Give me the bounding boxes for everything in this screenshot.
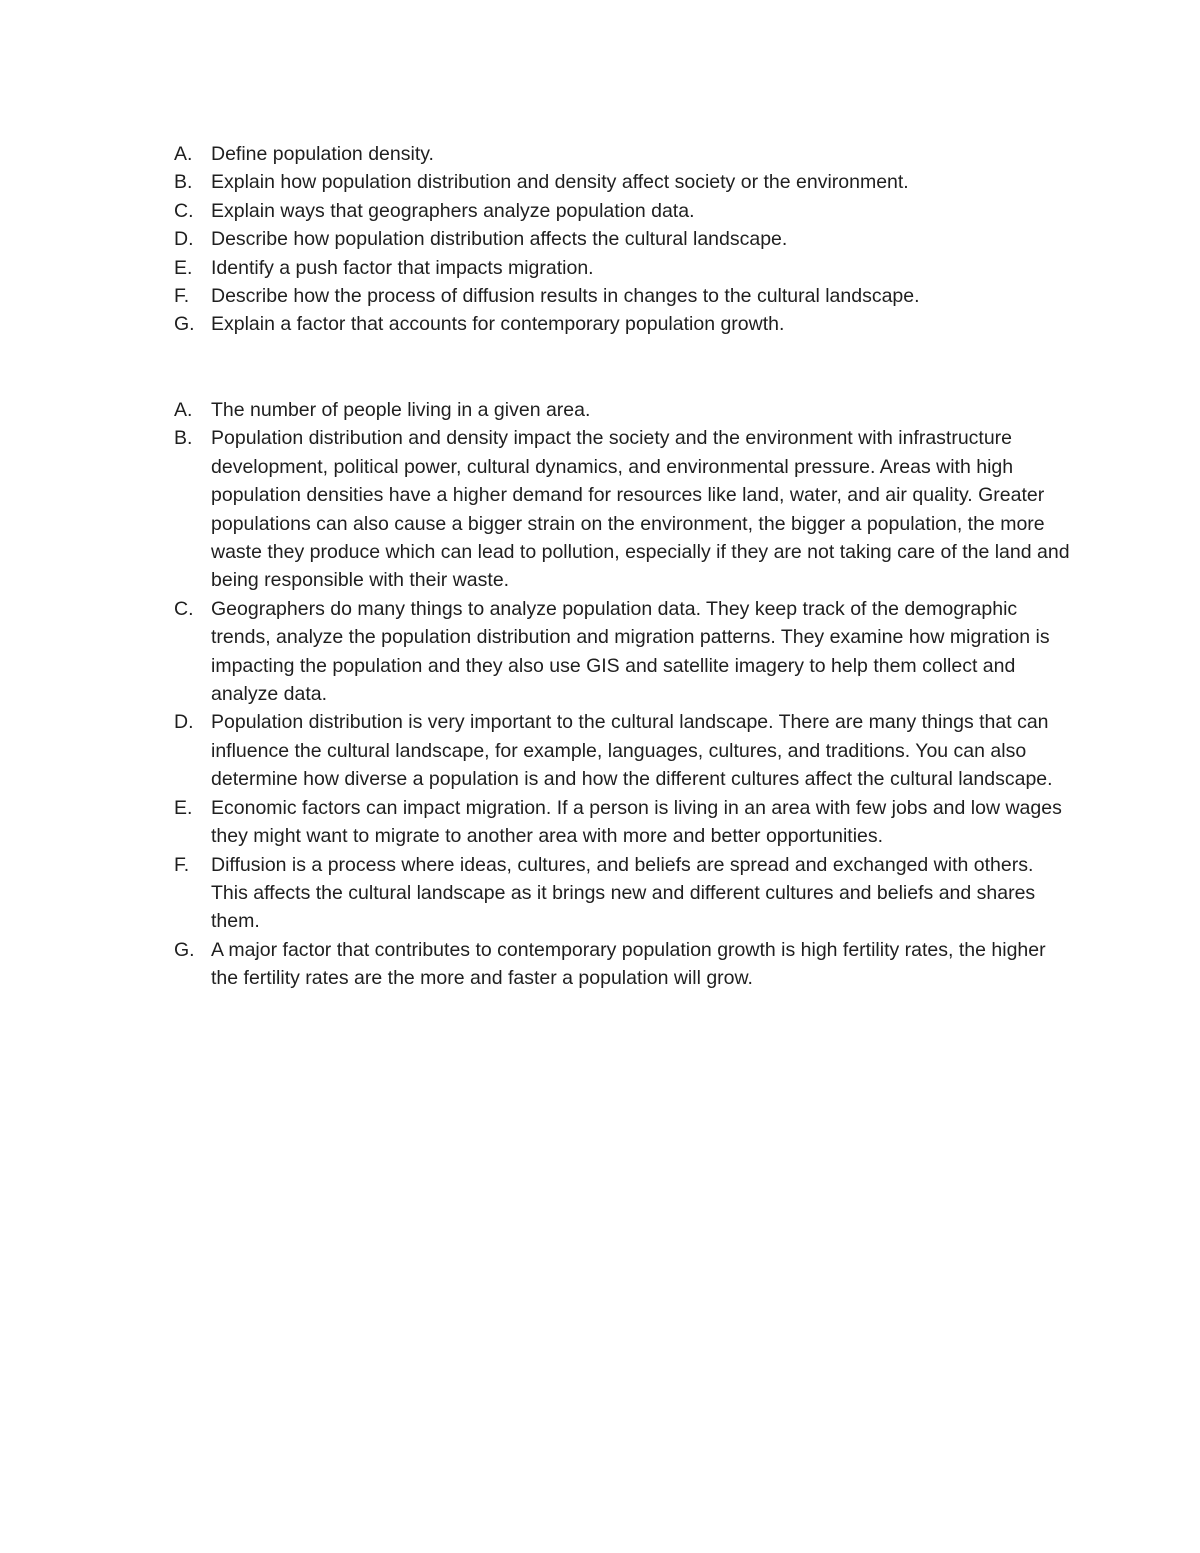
- question-item: [174, 310, 1074, 338]
- answer-text: Population distribution is very important to the cultural landscape. There are many things that can influence the cultural landscape, for example, languages, cultures, and traditions. You can also determine how diverse a population is and how the different cultures affect the cultural landscape.: [211, 711, 1053, 791]
- answer-item: [174, 851, 1074, 936]
- answer-item: [174, 424, 1074, 594]
- answer-item: [174, 794, 1074, 851]
- question-text: Describe how the process of diffusion results in changes to the cultural landscape.: [211, 285, 920, 308]
- answer-text: Population distribution and density impact the society and the environment with infrastructure development, political power, cultural dynamics, and environmental pressure. Areas with high population densities have a higher demand for resources like land, water, and air quality. Greater populations can also cause a bigger strain on the environment, the bigger a population, the more waste they produce which can lead to pollution, especially if they are not taking care of the land and being responsible with their waste.: [211, 427, 1070, 592]
- answer-letter: A.: [174, 399, 193, 421]
- question-text: Define population density.: [211, 143, 434, 165]
- question-item: [174, 225, 1074, 253]
- answer-letter: G.: [174, 938, 195, 961]
- question-text: Explain a factor that accounts for contemporary population growth.: [211, 313, 785, 336]
- answer-letter: F.: [174, 853, 190, 876]
- answer-letter: D.: [174, 711, 194, 734]
- question-letter: A.: [174, 143, 193, 165]
- question-letter: B.: [174, 171, 193, 194]
- question-text: Explain ways that geographers analyze population data.: [211, 199, 695, 222]
- answer-text: Economic factors can impact migration. If a person is living in an area with few jobs and low wages they might want to migrate to another area with more and better opportunities.: [211, 796, 1062, 848]
- question-letter: G.: [174, 313, 195, 336]
- question-letter: E.: [174, 256, 193, 279]
- question-item: [174, 140, 1074, 168]
- question-item: [174, 197, 1074, 225]
- answer-text: Geographers do many things to analyze population data. They keep track of the demographic trends, analyze the population distribution and migration patterns. They examine how migration is impacting the population and they also use GIS and satellite imagery to help them collect and analyze data.: [211, 597, 1050, 706]
- question-letter: D.: [174, 228, 194, 251]
- answer-text: A major factor that contributes to contemporary population growth is high fertility rates, the higher the fertility rates are the more and faster a population will grow.: [211, 938, 1046, 990]
- answer-item: [174, 595, 1074, 709]
- answer-item: [174, 708, 1074, 793]
- answer-letter: E.: [174, 796, 193, 819]
- question-text: Describe how population distribution affects the cultural landscape.: [211, 228, 788, 251]
- answer-letter: C.: [174, 597, 194, 620]
- answers-list: [174, 396, 1074, 993]
- question-text: Explain how population distribution and density affect society or the environment.: [211, 171, 909, 194]
- answer-text: The number of people living in a given area.: [211, 399, 591, 421]
- question-text: Identify a push factor that impacts migration.: [211, 256, 594, 279]
- questions-list: [174, 140, 1074, 339]
- question-item: [174, 282, 1074, 310]
- answer-letter: B.: [174, 427, 193, 450]
- question-item: [174, 254, 1074, 282]
- answer-text: Diffusion is a process where ideas, cultures, and beliefs are spread and exchanged with others. This affects the cultural landscape as it brings new and different cultures and beliefs and shares them.: [211, 853, 1036, 933]
- answer-item: [174, 936, 1074, 993]
- question-letter: F.: [174, 285, 190, 308]
- question-item: [174, 168, 1074, 196]
- question-letter: C.: [174, 199, 194, 222]
- answer-item: [174, 396, 1074, 424]
